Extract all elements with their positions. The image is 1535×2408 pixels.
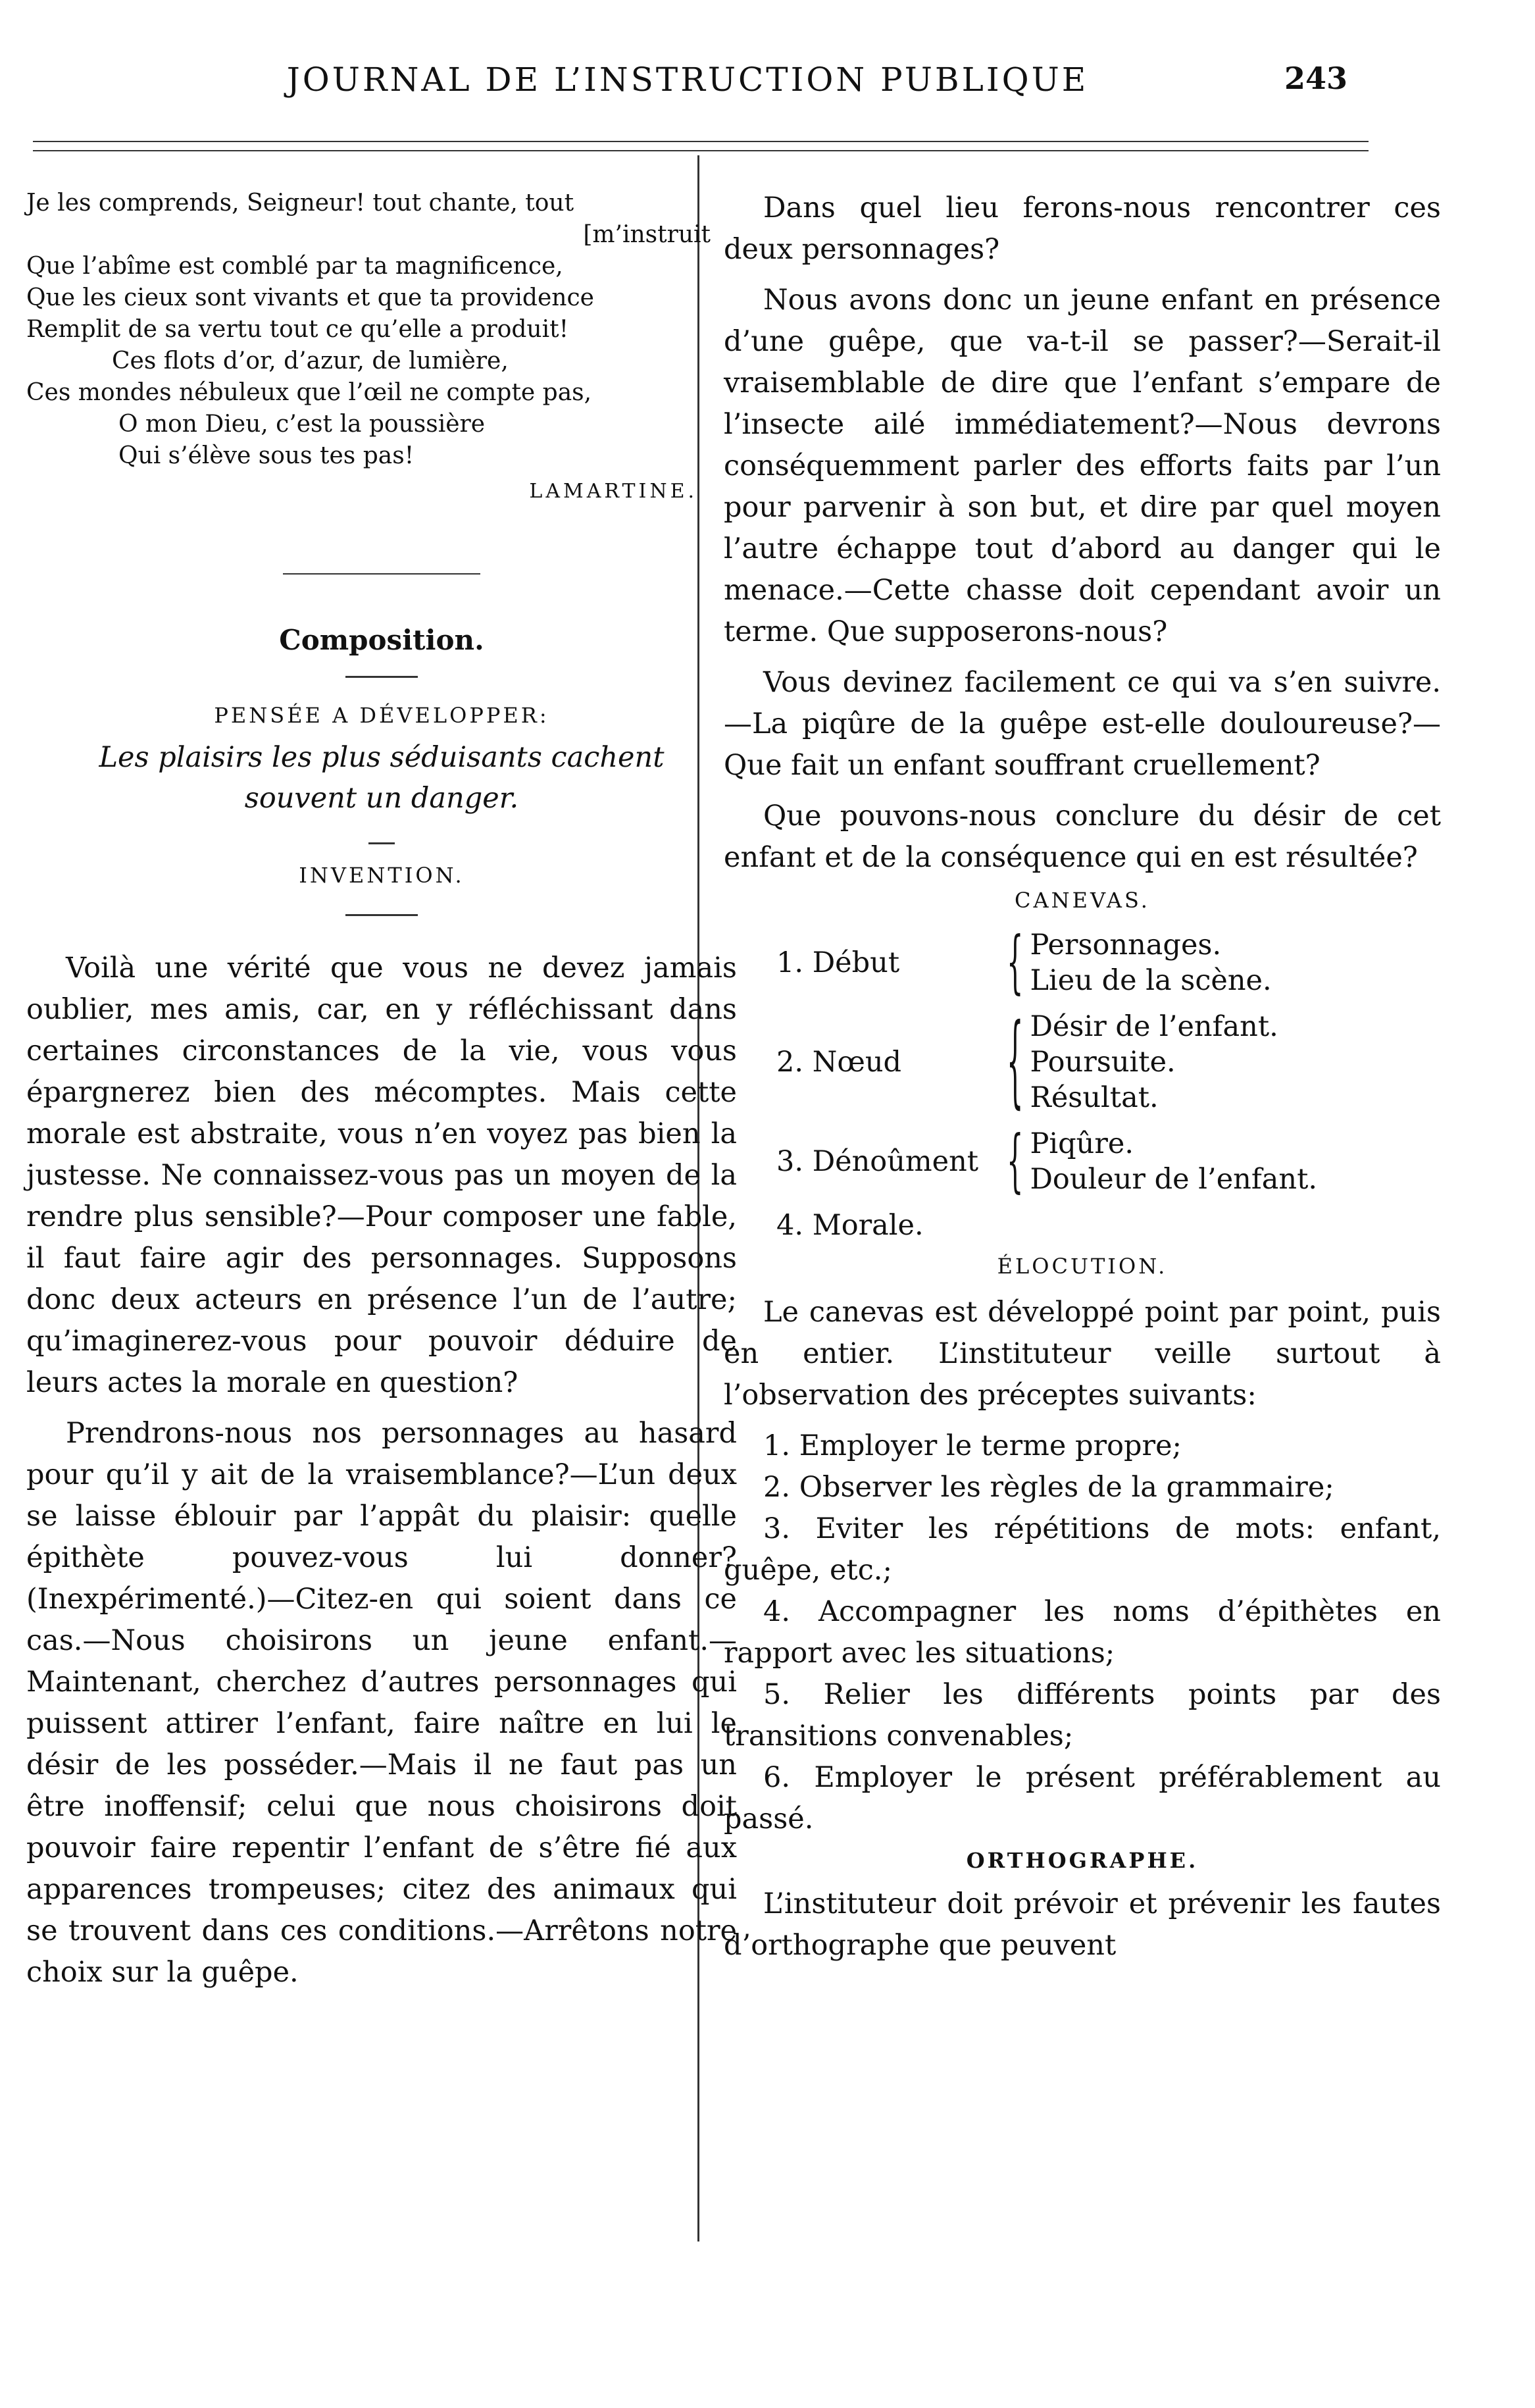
poem-line: O mon Dieu, c’est la poussière bbox=[118, 411, 486, 438]
poem-line: Que les cieux sont vivants et que ta providence bbox=[26, 284, 594, 311]
canevas-item: Douleur de l’enfant. bbox=[1030, 1163, 1318, 1196]
poem-line: Qui s’élève sous tes pas! bbox=[118, 442, 415, 469]
canevas-outline bbox=[776, 923, 1441, 1243]
brace-icon: { bbox=[1007, 1122, 1024, 1201]
pensee-label: PENSÉE A DÉVELOPPER: bbox=[214, 703, 549, 728]
brace-icon: { bbox=[1007, 1004, 1024, 1120]
journal-title: JOURNAL DE L’INSTRUCTION PUBLIQUE bbox=[286, 61, 1089, 99]
list-item: 5. Relier les différents points par des transitions convenables; bbox=[724, 1678, 1441, 1753]
orthographe-label: ORTHOGRAPHE. bbox=[966, 1848, 1199, 1873]
poem bbox=[26, 188, 737, 507]
pensee-text: Les plaisirs les plus séduisants cachent souvent un danger. bbox=[99, 741, 665, 815]
canevas-row bbox=[776, 1004, 1441, 1120]
section-divider bbox=[283, 573, 480, 575]
list-item: 4. Accompagner les noms d’épithètes en rapport avec les situations; bbox=[724, 1595, 1441, 1670]
elocution-label: ÉLOCUTION. bbox=[997, 1254, 1168, 1279]
canevas-row bbox=[776, 1122, 1441, 1201]
heading-rule bbox=[345, 676, 418, 678]
canevas-item: Résultat. bbox=[1030, 1081, 1159, 1114]
list-item: 3. Eviter les répétitions de mots: enfant, guêpe, etc.; bbox=[724, 1512, 1441, 1587]
composition-heading: Composition. bbox=[279, 624, 484, 656]
canevas-row bbox=[776, 923, 1441, 1002]
poem-line: Ces flots d’or, d’azur, de lumière, bbox=[112, 347, 509, 374]
header-rule-top bbox=[33, 141, 1369, 142]
canevas-row-label: 2. Nœud bbox=[776, 1046, 902, 1079]
list-item: 2. Observer les règles de la grammaire; bbox=[763, 1471, 1334, 1504]
left-column bbox=[26, 188, 737, 2003]
elocution-intro: Le canevas est développé point par point, puis en entier. L’instituteur veille surtout à l’observation des préceptes suivants: bbox=[724, 1296, 1441, 1412]
invention-label: INVENTION. bbox=[299, 863, 465, 888]
right-paragraph: Que pouvons-nous conclure du désir de cet enfant et de la conséquence qui en est résultée? bbox=[724, 800, 1441, 874]
poem-line: [m’instruit bbox=[583, 221, 711, 248]
invention-paragraph: Prendrons-nous nos personnages au hasard pour qu’il y ait de la vraisemblance?—L’un deux se laisse éblouir par l’appât du plaisir: quelle épithète pouvez-vous lui donner? (Inexpérimenté.)—Citez-en qui soient dans ce cas.—Nous choisirons un jeune enfant.—Maintenant, cherchez d’autres personnages qui puissent attirer l’enfant, faire naître en lui le désir de les posséder.—Mais il ne faut pas un être inoffensif; celui que nous choisirons doit pouvoir faire repentir l’enfant de s’être fié aux apparences trompeuses; citez des animaux qui se trouvent dans ces conditions.—Arrêtons notre choix sur la guêpe. bbox=[26, 1417, 737, 1989]
right-column bbox=[724, 188, 1441, 1976]
brace-icon: { bbox=[1007, 923, 1024, 1002]
canevas-item: Personnages. bbox=[1030, 929, 1222, 961]
canevas-label: CANEVAS. bbox=[1015, 888, 1150, 913]
right-paragraph: Dans quel lieu ferons-nous rencontrer ces deux personnages? bbox=[724, 192, 1441, 266]
poem-line: Que l’abîme est comblé par ta magnificence, bbox=[26, 253, 563, 280]
poem-author: LAMARTINE. bbox=[529, 480, 697, 503]
list-item: 6. Employer le présent préférablement au passé. bbox=[724, 1761, 1441, 1835]
page-number: 243 bbox=[1284, 61, 1348, 96]
canevas-row-label: 1. Début bbox=[776, 946, 900, 979]
poem-line: Remplit de sa vertu tout ce qu’elle a produit! bbox=[26, 316, 569, 343]
poem-line: Je les comprends, Seigneur! tout chante, tout bbox=[26, 190, 574, 217]
poem-line: Ces mondes nébuleux que l’œil ne compte pas, bbox=[26, 379, 592, 406]
orthographe-paragraph: L’instituteur doit prévoir et prévenir les fautes d’orthographe que peuvent bbox=[724, 1887, 1441, 1962]
canevas-row-label: 4. Morale. bbox=[776, 1209, 924, 1242]
heading-rule bbox=[345, 914, 418, 916]
precepts-list bbox=[724, 1425, 1441, 1840]
list-item: 1. Employer le terme propre; bbox=[763, 1429, 1182, 1462]
canevas-item: Poursuite. bbox=[1030, 1046, 1176, 1079]
canevas-item: Désir de l’enfant. bbox=[1030, 1010, 1278, 1043]
right-paragraph: Nous avons donc un jeune enfant en présence d’une guêpe, que va-t-il se passer?—Serait-il vraisemblable de dire que l’enfant s’empare de l’insecte ailé immédiatement?—Nous devrons conséquemment parler des efforts faits par l’un pour parvenir à son but, et dire par quel moyen l’autre échappe tout d’abord au danger qui le menace.—Cette chasse doit cependant avoir un terme. Que supposerons-nous? bbox=[724, 284, 1441, 648]
right-paragraph: Vous devinez facilement ce qui va s’en suivre.—La piqûre de la guêpe est-elle douloureuse?—Que fait un enfant souffrant cruellement? bbox=[724, 666, 1441, 782]
canevas-item: Lieu de la scène. bbox=[1030, 964, 1272, 997]
header-rule-bottom bbox=[33, 150, 1369, 151]
canevas-item: Piqûre. bbox=[1030, 1127, 1134, 1160]
heading-rule bbox=[368, 842, 395, 844]
canevas-row bbox=[776, 1208, 1441, 1243]
canevas-row-label: 3. Dénoûment bbox=[776, 1145, 979, 1178]
invention-paragraph: Voilà une vérité que vous ne devez jamais oublier, mes amis, car, en y réfléchissant dans certaines circonstances de la vie, vous vous épargnerez bien des mécomptes. Mais cette morale est abstraite, vous n’en voyez pas bien la justesse. Ne connaissez-vous pas un moyen de la rendre plus sensible?—Pour composer une fable, il faut faire agir des personnages. Supposons donc deux acteurs en présence l’un de l’autre; qu’imaginerez-vous pour pouvoir déduire de leurs actes la morale en question? bbox=[26, 952, 737, 1399]
